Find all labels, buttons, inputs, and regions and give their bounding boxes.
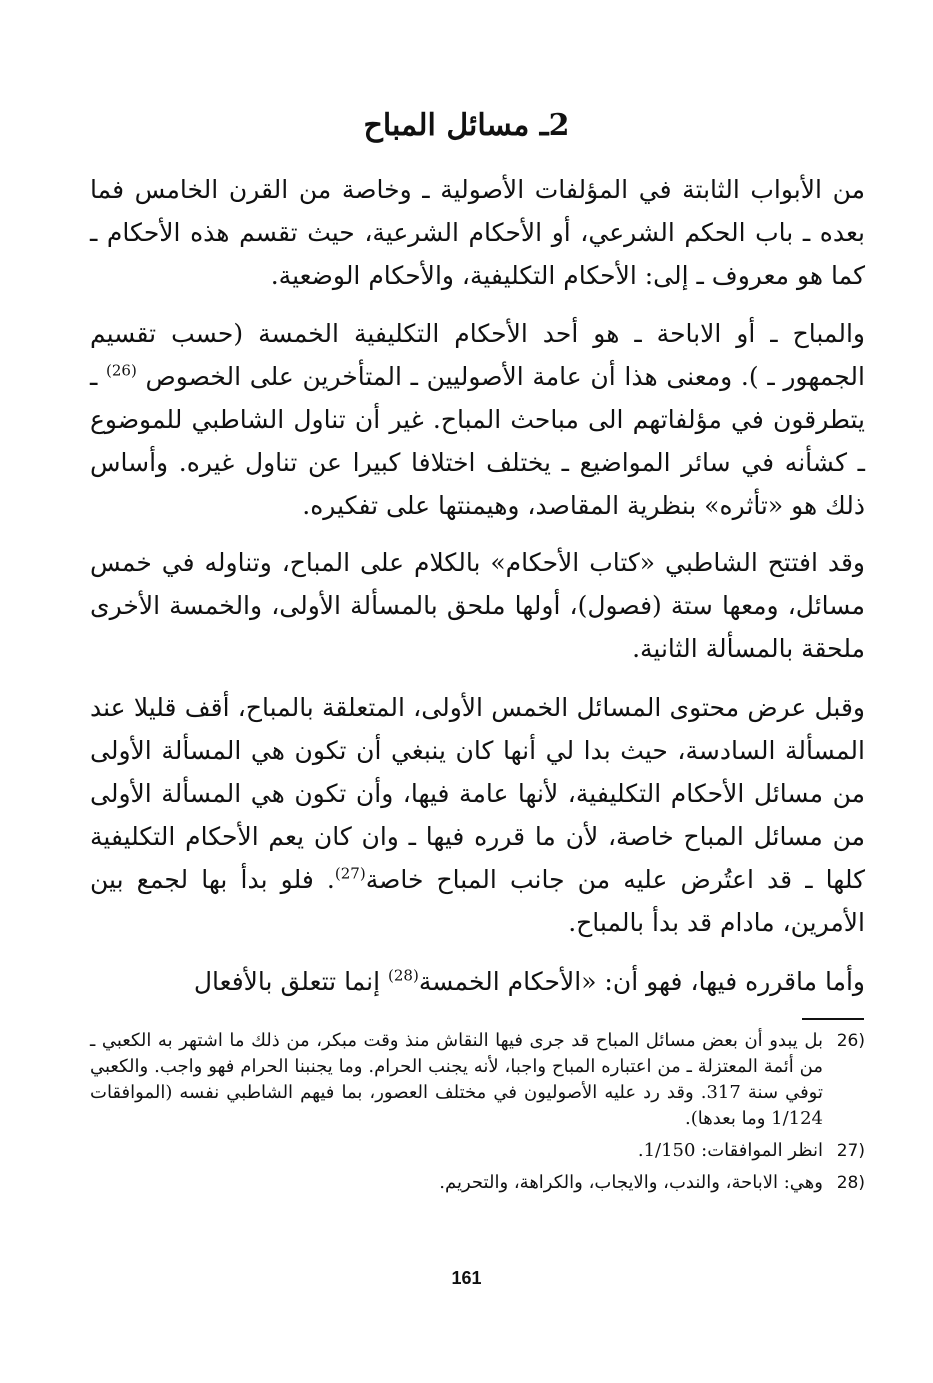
footnote-text: بل يبدو أن بعض مسائل المباح قد جرى فيها النقاش منذ وقت مبكر، من ذلك ما اشتهر به الكعبي ـ من أئمة المعتزلة ـ من اعتباره المباح واجبا، لأنه يجنب الحرام. وما يجنبنا الحرام فهو واجب. والكعبي توفي سنة 317. وقد رد عليه الأصوليون في مختلف العصور، بما فيهم الشاطبي نفسه (الموافقات 1/124 وما بعدها). (90, 1030, 823, 1129)
footnote-28 (90, 1170, 865, 1196)
paragraph-1: من الأبواب الثابتة في المؤلفات الأصولية ـ وخاصة من القرن الخامس فما بعده ـ باب الحكم الشرعي، أو الأحكام الشرعية، حيث تقسم هذه الأحكام ـ كما هو معروف ـ إلى: الأحكام التكليفية، والأحكام الوضعية. (90, 175, 865, 290)
footnote-number: 26) (836, 1031, 865, 1051)
footnote-text: انظر الموافقات: 1/150. (637, 1140, 823, 1161)
footnote-divider (802, 1018, 864, 1020)
footnote-text: وهي: الاباحة، والندب، والايجاب، والكراهة، والتحريم. (439, 1172, 823, 1193)
footnote-number: 27) (836, 1141, 865, 1161)
paragraph-5 (90, 960, 865, 1003)
footnote-27 (90, 1138, 865, 1164)
paragraph-4 (90, 686, 865, 944)
footnote-ref-28[interactable]: (28) (388, 966, 419, 985)
paragraph-2-part-b: ـ يتطرقون في مؤلفاتهم الى مباحث المباح. غير أن تناول الشاطبي للموضوع ـ كشأنه في سائر المواضيع ـ يختلف اختلافا كبيرا عن تناول غيره. وأساس ذلك هو «تأثره» بنظرية المقاصد، وهيمنتها على تفكيره. (90, 362, 865, 520)
paragraph-5-part-b: إنما تتعلق بالأفعال (193, 967, 389, 996)
paragraph-4-part-b: . فلو بدأ بها لجمع بين الأمرين، مادام قد بدأ بالمباح. (90, 865, 865, 937)
footnotes (90, 1028, 865, 1202)
footnote-ref-27[interactable]: (27) (334, 864, 366, 883)
footnote-number: 28) (836, 1173, 865, 1193)
footnote-26 (90, 1028, 865, 1132)
paragraph-4-part-a: وقبل عرض محتوى المسائل الخمس الأولى، المتعلقة بالمباح، أقف قليلا عند المسألة السادسة، حيث بدا لي أنها كان ينبغي أن تكون هي المسألة الأولى من مسائل الأحكام التكليفية، لأنها عامة فيها، وأن تكون هي المسألة الأولى من مسائل المباح خاصة، لأن ما قرره فيها ـ وان كان يعم الأحكام التكليفية كلها ـ قد اعتُرض عليه من جانب المباح خاصة (90, 693, 865, 894)
footnote-ref-26[interactable]: (26) (106, 361, 137, 380)
section-heading: 2ـ مسائل المباح (363, 108, 570, 143)
paragraph-2-part-a: والمباح ـ أو الاباحة ـ هو أحد الأحكام التكليفية الخمسة (حسب تقسيم الجمهور ـ ). ومعنى هذا أن عامة الأصوليين ـ المتأخرين على الخصوص (90, 319, 865, 391)
paragraph-2 (90, 312, 865, 527)
paragraph-5-part-a: وأما ماقرره فيها، فهو أن: «الأحكام الخمسة (418, 967, 865, 996)
page-number: 161 (451, 1268, 482, 1288)
paragraph-3: وقد افتتح الشاطبي «كتاب الأحكام» بالكلام على المباح، وتناوله في خمس مسائل، ومعها ستة (فصول)، أولها ملحق بالمسألة الأولى، والخمسة الأخرى ملحقة بالمسألة الثانية. (90, 548, 865, 663)
